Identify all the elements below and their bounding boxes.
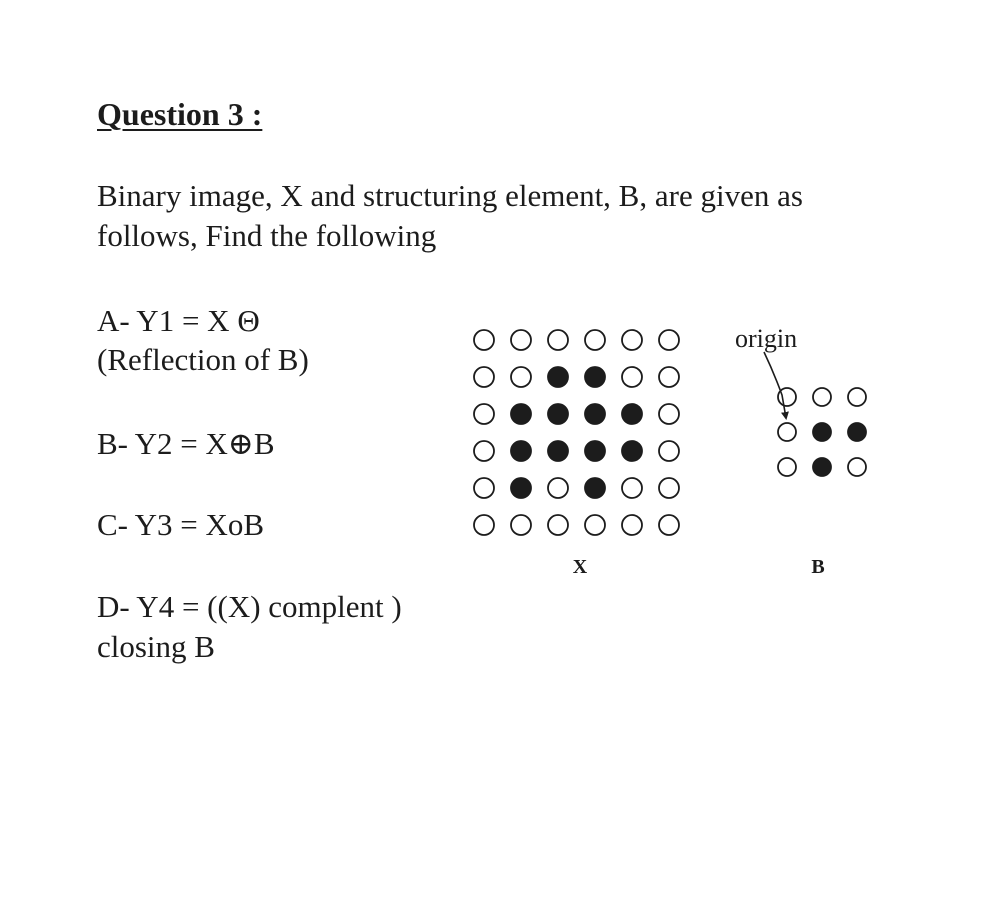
x-pixel-1-3-filled xyxy=(585,367,605,387)
origin-label: origin xyxy=(735,324,798,353)
question-intro-line-1: Binary image, X and structuring element, B, are given as xyxy=(97,178,803,213)
x-pixel-2-5-empty xyxy=(659,404,679,424)
x-pixel-1-0-empty xyxy=(474,367,494,387)
x-pixel-5-5-empty xyxy=(659,515,679,535)
x-pixel-5-1-empty xyxy=(511,515,531,535)
b-pixel-0-1-empty xyxy=(813,388,831,406)
part-a-note: (Reflection of B) xyxy=(97,342,309,377)
b-label: B xyxy=(811,556,825,578)
x-label: X xyxy=(572,556,588,578)
x-pixel-0-2-empty xyxy=(548,330,568,350)
image-x-grid xyxy=(474,330,679,535)
x-pixel-2-0-empty xyxy=(474,404,494,424)
x-pixel-0-3-empty xyxy=(585,330,605,350)
b-pixel-1-2-filled xyxy=(848,423,866,441)
b-pixel-0-2-empty xyxy=(848,388,866,406)
origin-arrow xyxy=(764,352,786,418)
x-pixel-4-5-empty xyxy=(659,478,679,498)
b-pixel-2-1-filled xyxy=(813,458,831,476)
x-pixel-0-0-empty xyxy=(474,330,494,350)
x-pixel-1-4-empty xyxy=(622,367,642,387)
x-pixel-3-1-filled xyxy=(511,441,531,461)
x-pixel-4-3-filled xyxy=(585,478,605,498)
b-pixel-1-0-empty xyxy=(778,423,796,441)
x-pixel-3-5-empty xyxy=(659,441,679,461)
x-pixel-5-2-empty xyxy=(548,515,568,535)
x-pixel-5-3-empty xyxy=(585,515,605,535)
question-intro-line-2: follows, Find the following xyxy=(97,218,437,253)
x-pixel-5-0-empty xyxy=(474,515,494,535)
part-a-formula: A- Y1 = X Θ xyxy=(97,303,260,338)
x-pixel-3-4-filled xyxy=(622,441,642,461)
part-d-formula: D- Y4 = ((X) complent ) xyxy=(97,589,402,624)
x-pixel-2-2-filled xyxy=(548,404,568,424)
x-pixel-1-5-empty xyxy=(659,367,679,387)
x-pixel-0-1-empty xyxy=(511,330,531,350)
x-pixel-4-4-empty xyxy=(622,478,642,498)
b-pixel-2-0-empty xyxy=(778,458,796,476)
x-pixel-1-2-filled xyxy=(548,367,568,387)
x-pixel-5-4-empty xyxy=(622,515,642,535)
x-pixel-4-0-empty xyxy=(474,478,494,498)
x-pixel-3-0-empty xyxy=(474,441,494,461)
x-pixel-4-2-empty xyxy=(548,478,568,498)
x-pixel-0-4-empty xyxy=(622,330,642,350)
question-title: Question 3 : xyxy=(97,96,263,132)
x-pixel-4-1-filled xyxy=(511,478,531,498)
x-pixel-1-1-empty xyxy=(511,367,531,387)
b-pixel-1-1-filled xyxy=(813,423,831,441)
x-pixel-2-1-filled xyxy=(511,404,531,424)
x-pixel-3-3-filled xyxy=(585,441,605,461)
part-d-note: closing B xyxy=(97,629,215,664)
x-pixel-0-5-empty xyxy=(659,330,679,350)
x-pixel-2-4-filled xyxy=(622,404,642,424)
part-b-formula: B- Y2 = X⊕B xyxy=(97,426,275,461)
b-pixel-2-2-empty xyxy=(848,458,866,476)
structuring-element-b-grid xyxy=(778,388,866,476)
x-pixel-3-2-filled xyxy=(548,441,568,461)
x-pixel-2-3-filled xyxy=(585,404,605,424)
part-c-formula: C- Y3 = XoB xyxy=(97,507,265,542)
